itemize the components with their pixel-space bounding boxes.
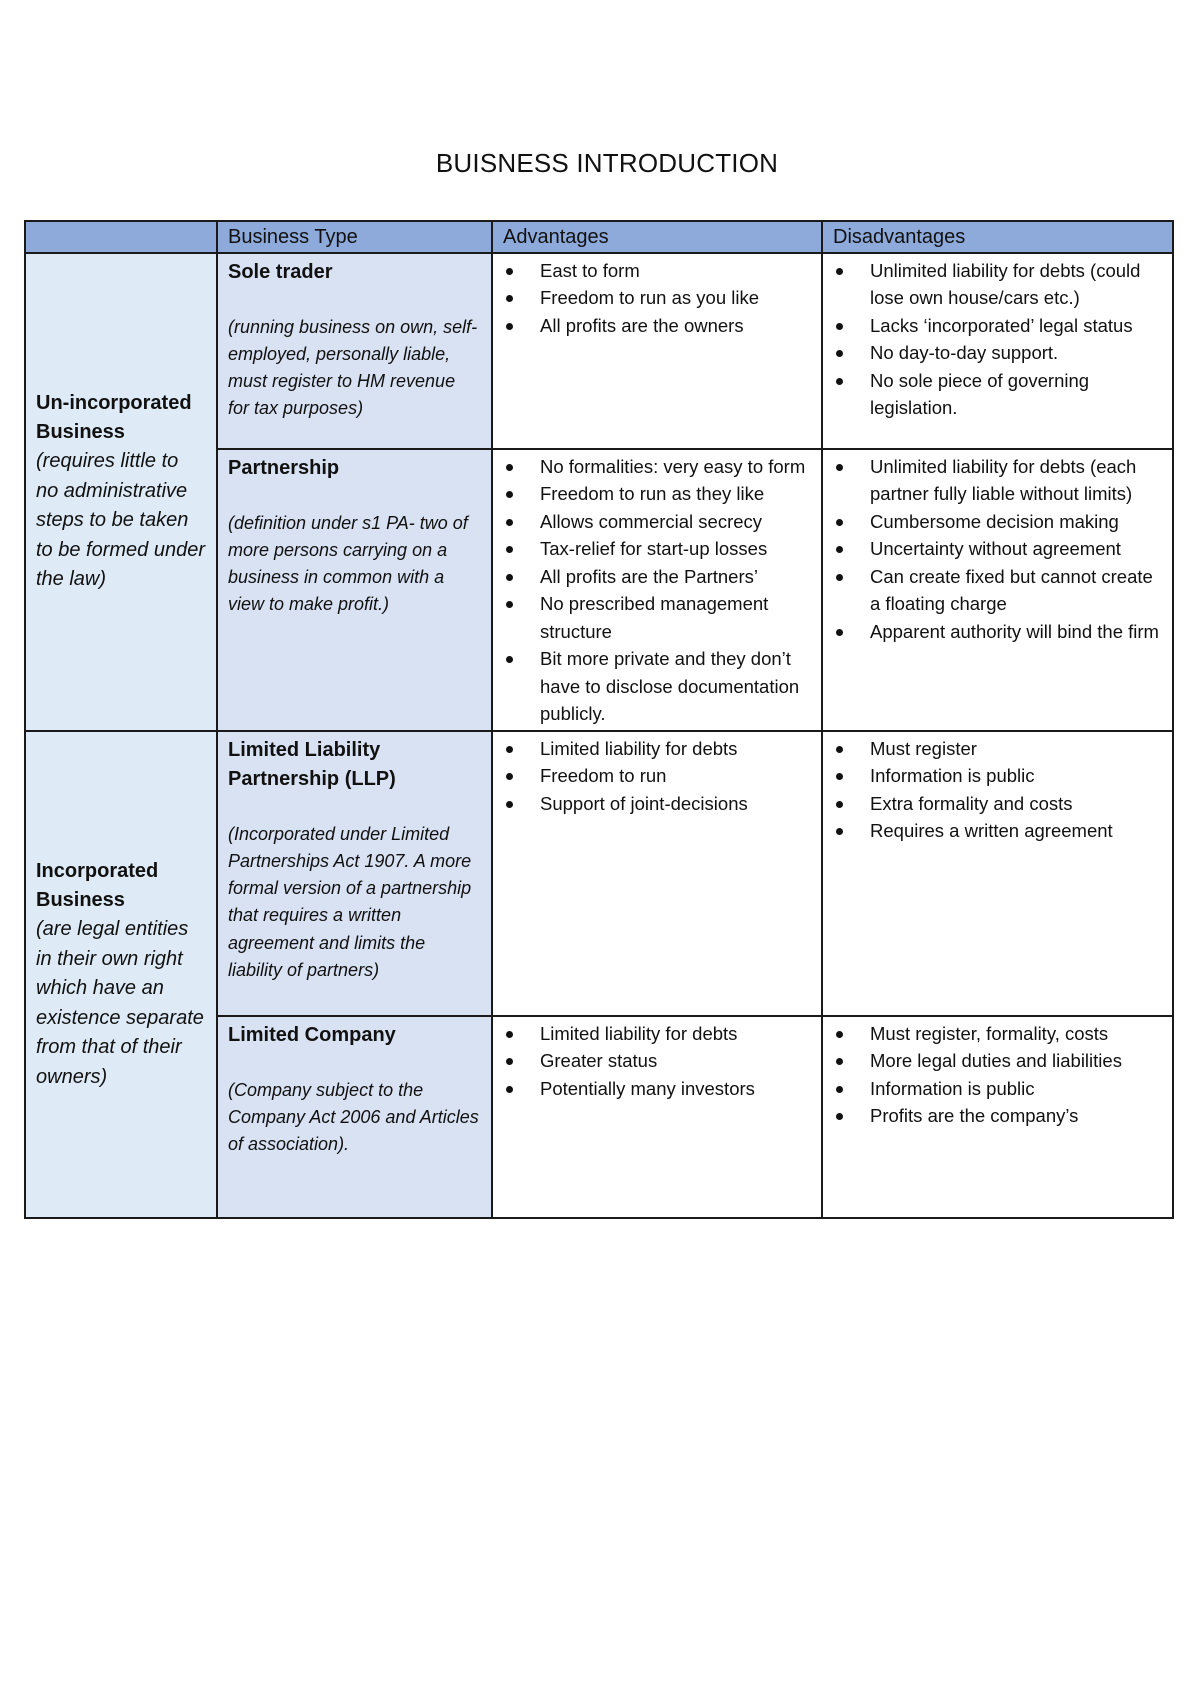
advantages-cell	[492, 1016, 822, 1218]
list-item-text: Limited liability for debts	[540, 1022, 738, 1044]
list-item	[503, 257, 811, 285]
list-item-text: Must register	[870, 737, 977, 759]
list-item	[833, 1020, 1162, 1048]
table-row	[25, 731, 1173, 1016]
bullet-icon	[836, 828, 843, 835]
bullet-icon	[836, 1113, 843, 1120]
list-item	[503, 453, 811, 481]
bullet-icon	[836, 323, 843, 330]
list-item	[833, 257, 1162, 312]
list-item-text: Unlimited liability for debts (each partner fully liable without limits)	[870, 455, 1137, 504]
list-item-text: All profits are the owners	[540, 314, 744, 336]
category-cell-incorporated	[25, 731, 217, 1218]
category-name: Incorporated Business	[36, 860, 159, 911]
header-disadvantages: Disadvantages	[822, 221, 1173, 253]
list-item	[503, 790, 811, 818]
page-title: BUISNESS INTRODUCTION	[435, 148, 779, 178]
advantages-cell	[492, 253, 822, 449]
list-item	[833, 453, 1162, 508]
list-item-text: Uncertainty without agreement	[870, 538, 1121, 559]
list-item-text: Requires a written agreement	[870, 820, 1113, 841]
bullet-icon	[506, 656, 513, 663]
bullet-icon	[506, 773, 513, 780]
list-item	[833, 508, 1162, 536]
list-item	[503, 508, 811, 536]
bullet-icon	[506, 746, 513, 753]
bullet-icon	[506, 1086, 513, 1093]
list-item-text: Potentially many investors	[540, 1077, 755, 1099]
list-item-text: East to form	[540, 259, 640, 281]
list-item-text: Must register, formality, costs	[870, 1022, 1109, 1044]
header-category	[25, 221, 217, 253]
list-item-text: No prescribed management structure	[540, 593, 769, 642]
list-item-text: Freedom to run as they like	[540, 483, 765, 504]
bullet-icon	[506, 574, 513, 581]
category-cell-unincorporated	[25, 253, 217, 731]
business-type-description: (definition under s1 PA- two of more persons carrying on a business in common with a view to make profit.)	[228, 512, 468, 615]
advantages-list	[503, 735, 811, 818]
disadvantages-cell	[822, 731, 1173, 1016]
bullet-icon	[506, 801, 513, 808]
list-item	[833, 1047, 1162, 1075]
list-item-text: Cumbersome decision making	[870, 510, 1119, 532]
advantages-list	[503, 453, 811, 728]
list-item	[833, 535, 1162, 563]
list-item	[503, 312, 811, 340]
bullet-icon	[506, 546, 513, 553]
list-item-text: No sole piece of governing legislation.	[870, 369, 1090, 418]
bullet-icon	[836, 746, 843, 753]
business-type-name: Limited Liability Partnership (LLP)	[228, 738, 396, 790]
bullet-icon	[506, 1031, 513, 1038]
bullet-icon	[506, 268, 513, 275]
list-item	[503, 735, 811, 763]
category-description: (are legal entities in their own right which have an existence separate from that of their owners)	[36, 918, 204, 1088]
business-type-name: Limited Company	[228, 1023, 396, 1046]
list-item-text: More legal duties and liabilities	[870, 1050, 1122, 1071]
table-header-row	[25, 221, 1173, 253]
list-item-text: Greater status	[540, 1050, 658, 1071]
bullet-icon	[506, 601, 513, 608]
bullet-icon	[836, 1086, 843, 1093]
business-type-description: (running business on own, self-employed, personally liable, must register to HM revenue for tax purposes)	[228, 316, 478, 419]
list-item-text: Tax-relief for start-up losses	[540, 538, 768, 559]
list-item-text: Can create fixed but cannot create a floating charge	[870, 565, 1153, 614]
bullet-icon	[506, 464, 513, 471]
bullet-icon	[836, 378, 843, 385]
advantages-list	[503, 1020, 811, 1103]
list-item	[503, 480, 811, 508]
bullet-icon	[836, 546, 843, 553]
list-item	[503, 1075, 811, 1103]
business-type-cell	[217, 253, 492, 449]
header-business-type: Business Type	[217, 221, 492, 253]
business-type-cell	[217, 449, 492, 731]
list-item	[833, 312, 1162, 340]
business-type-description: (Company subject to the Company Act 2006 and Articles of association).	[228, 1079, 479, 1155]
list-item-text: Extra formality and costs	[870, 792, 1073, 814]
business-type-cell	[217, 731, 492, 1016]
list-item-text: Freedom to run as you like	[540, 287, 760, 308]
bullet-icon	[836, 629, 843, 636]
bullet-icon	[836, 773, 843, 780]
list-item-text: Lacks ‘incorporated’ legal status	[870, 314, 1133, 336]
bullet-icon	[836, 1058, 843, 1065]
list-item	[503, 762, 811, 790]
list-item	[833, 762, 1162, 790]
list-item	[503, 645, 811, 728]
list-item-text: Allows commercial secrecy	[540, 510, 763, 532]
list-item-text: Limited liability for debts	[540, 737, 738, 759]
list-item-text: Freedom to run	[540, 765, 667, 786]
disadvantages-cell	[822, 449, 1173, 731]
disadvantages-list	[833, 257, 1162, 422]
disadvantages-list	[833, 735, 1162, 845]
list-item-text: No day-to-day support.	[870, 342, 1059, 363]
disadvantages-list	[833, 1020, 1162, 1130]
advantages-list	[503, 257, 811, 340]
list-item	[833, 339, 1162, 367]
bullet-icon	[836, 519, 843, 526]
bullet-icon	[836, 268, 843, 275]
list-item	[833, 367, 1162, 422]
list-item	[833, 1102, 1162, 1130]
bullet-icon	[836, 464, 843, 471]
bullet-icon	[836, 1031, 843, 1038]
bullet-icon	[506, 1058, 513, 1065]
disadvantages-list	[833, 453, 1162, 646]
bullet-icon	[506, 323, 513, 330]
list-item	[503, 1020, 811, 1048]
bullet-icon	[506, 295, 513, 302]
category-name: Un-incorporated Business	[36, 392, 192, 444]
list-item	[833, 563, 1162, 618]
list-item	[833, 735, 1162, 763]
business-comparison-table	[24, 220, 1174, 1219]
list-item-text: Apparent authority will bind the firm	[870, 620, 1159, 642]
list-item	[833, 1075, 1162, 1103]
category-description: (requires little to no administrative steps to be taken to be formed under the law)	[36, 450, 205, 591]
disadvantages-cell	[822, 1016, 1173, 1218]
table-row	[25, 253, 1173, 449]
list-item-text: Profits are the company’s	[870, 1105, 1079, 1126]
list-item	[503, 284, 811, 312]
list-item	[833, 618, 1162, 646]
bullet-icon	[836, 350, 843, 357]
bullet-icon	[836, 801, 843, 808]
list-item-text: Bit more private and they don’t have to disclose documentation publicly.	[540, 648, 800, 724]
business-type-name: Sole trader	[228, 260, 333, 283]
business-type-description: (Incorporated under Limited Partnerships Act 1907. A more formal version of a partnership that requires a written agreement and limits the liability of partners)	[228, 823, 472, 980]
bullet-icon	[506, 519, 513, 526]
list-item	[503, 535, 811, 563]
list-item	[833, 790, 1162, 818]
list-item-text: All profits are the Partners’	[540, 565, 758, 587]
list-item-text: Information is public	[870, 1077, 1035, 1099]
advantages-cell	[492, 731, 822, 1016]
advantages-cell	[492, 449, 822, 731]
header-advantages: Advantages	[492, 221, 822, 253]
list-item-text: No formalities: very easy to form	[540, 455, 806, 477]
list-item	[503, 1047, 811, 1075]
business-type-cell	[217, 1016, 492, 1218]
list-item	[833, 817, 1162, 845]
list-item-text: Information is public	[870, 765, 1035, 786]
list-item-text: Support of joint-decisions	[540, 792, 748, 814]
list-item	[503, 563, 811, 591]
list-item	[503, 590, 811, 645]
disadvantages-cell	[822, 253, 1173, 449]
bullet-icon	[836, 574, 843, 581]
list-item-text: Unlimited liability for debts (could lose own house/cars etc.)	[870, 259, 1141, 308]
business-type-name: Partnership	[228, 456, 340, 479]
bullet-icon	[506, 491, 513, 498]
